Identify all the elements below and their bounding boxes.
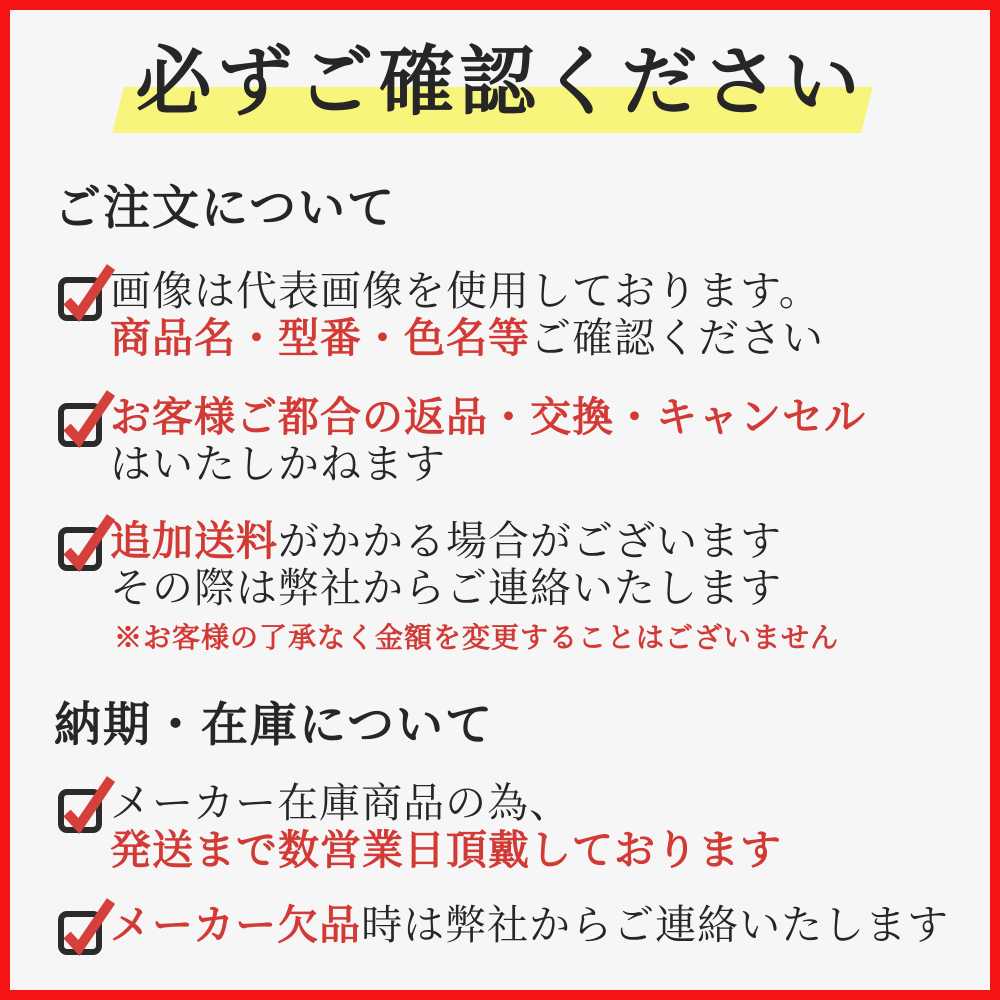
section-heading-order: ご注文について — [54, 183, 397, 236]
text-black: 時は弊社からご連絡いたします — [361, 902, 950, 949]
item-line — [110, 441, 866, 488]
item-text — [110, 902, 949, 949]
item-line — [110, 268, 824, 315]
item-text — [110, 394, 866, 488]
text-black: がかかる場合がございます — [278, 517, 782, 564]
text-black: その際は弊社からご連絡いたします — [110, 564, 782, 611]
checklist-item-extra-shipping — [54, 518, 954, 656]
item-line — [110, 902, 949, 949]
checked-checkbox-icon — [54, 514, 110, 570]
section-heading-delivery-stock: 納期・在庫について — [54, 699, 495, 752]
price-change-footnote: ※お客様の了承なく金額を変更することはございません — [114, 622, 840, 654]
checklist-item-no-returns — [54, 394, 954, 488]
checked-checkbox-icon — [54, 264, 110, 320]
item-text — [110, 268, 824, 362]
title-section — [10, 40, 990, 127]
item-text — [110, 518, 839, 656]
text-red: メーカー欠品 — [110, 902, 362, 949]
checklist-item-maker-stock — [54, 780, 954, 874]
text-red: 追加送料 — [110, 517, 278, 564]
page-title-text: 必ずご確認ください — [135, 41, 865, 125]
item-line — [110, 315, 824, 362]
text-red: 発送まで数営業日頂戴しております — [110, 827, 782, 874]
text-black: ご確認ください — [530, 314, 824, 361]
item-line — [110, 780, 782, 827]
text-red: 商品名・型番・色名等 — [110, 314, 530, 361]
text-black: 画像は代表画像を使用しております。 — [110, 267, 821, 314]
item-text — [110, 780, 782, 874]
text-red: お客様ご都合の返品・交換・キャンセル — [110, 393, 866, 440]
notice-content — [10, 181, 990, 954]
checklist-item-maker-out-of-stock — [54, 902, 954, 954]
text-black: メーカー在庫商品の為、 — [110, 780, 572, 827]
item-line — [110, 565, 839, 612]
page-title — [136, 40, 865, 127]
item-line — [110, 518, 839, 565]
checklist-item-representative-image — [54, 268, 954, 362]
checked-checkbox-icon — [54, 390, 110, 446]
text-black: はいたしかねます — [110, 440, 446, 487]
checked-checkbox-icon — [54, 776, 110, 832]
item-line — [110, 394, 866, 441]
item-line — [110, 827, 782, 874]
checked-checkbox-icon — [54, 898, 110, 954]
